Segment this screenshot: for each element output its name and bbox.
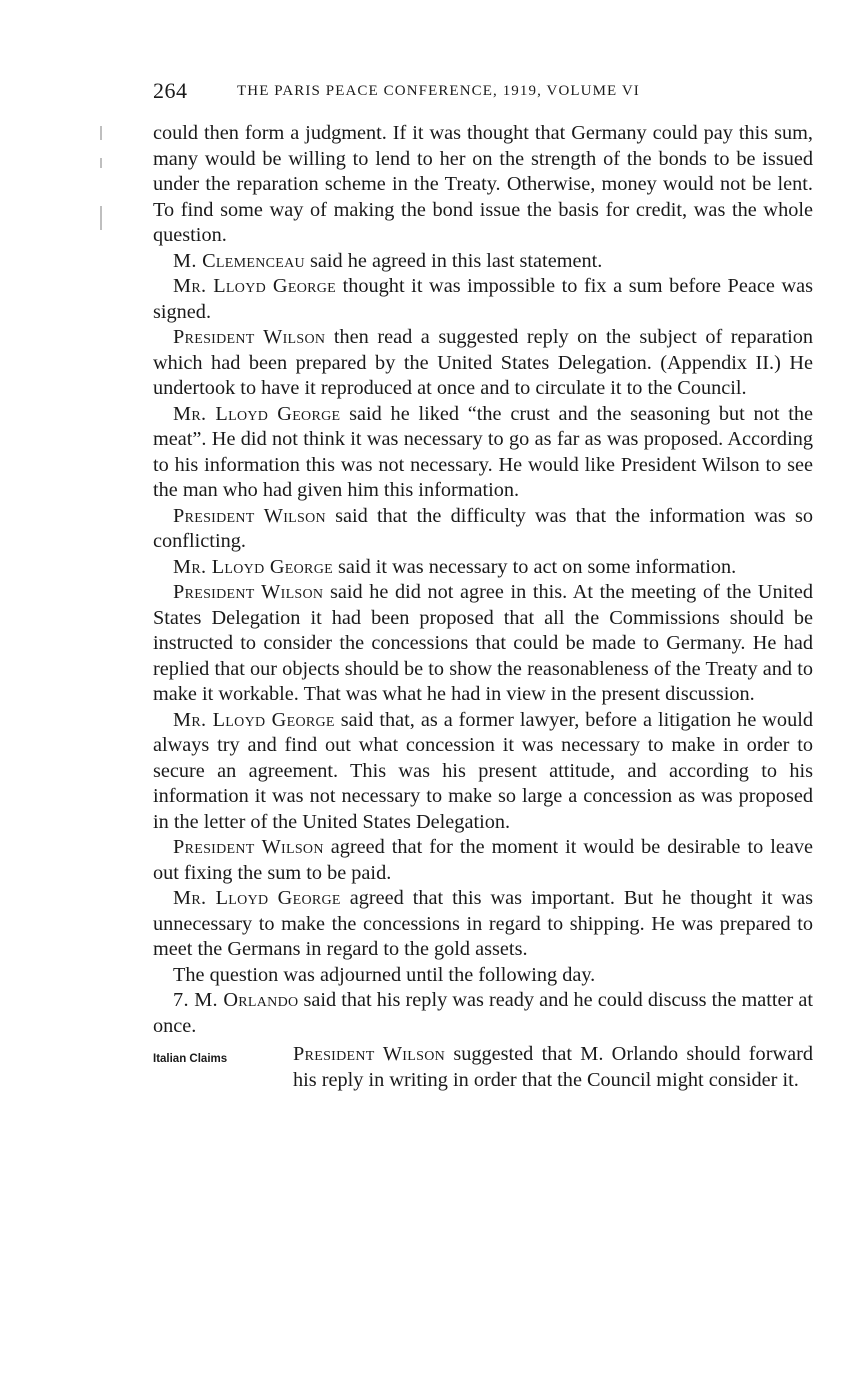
paragraph-text: said he liked “the crust and the seasoning but not the meat”. He did not think it was necessary to go as far as was proposed. According to his information this was not necessary. He would like President Wilson to see the man who had given him this information. (153, 402, 813, 501)
running-head (153, 78, 813, 108)
side-heading: Italian Claims (153, 1053, 228, 1065)
paragraph-text: suggested that M. Orlando should forward his reply in writing in order that the Council might consider it. (293, 1043, 813, 1091)
paragraph (153, 988, 813, 1039)
paragraph-text: agreed that for the moment it would be desirable to leave out fixing the sum to be paid. (153, 836, 813, 884)
paragraph (153, 963, 813, 989)
speaker-name: President Wilson (173, 836, 324, 858)
running-title: THE PARIS PEACE CONFERENCE, 1919, VOLUME VI (237, 83, 640, 99)
paragraph-text: then read a suggested reply on the subject of reparation which had been prepared by the United States Delegation. (Appendix II.) He undertook to have it reproduced at once and to circulate it to the Council. (153, 326, 813, 399)
paragraph-with-side-heading (153, 1042, 813, 1093)
speaker-name: M. Clemenceau (173, 249, 305, 272)
paragraph-text: said it was necessary to act on some information. (332, 555, 737, 578)
speaker-name: President Wilson (173, 326, 326, 348)
paragraph-text: said that, as a former lawyer, before a litigation he would always try and find out what concession it was necessary to make in order to secure an agreement. This was his present attitude, and according to his information it was not necessary to make so large a concession as was proposed in the letter of the United States Delegation. (153, 708, 813, 833)
paragraph-text: said he did not agree in this. At the meeting of the United States Delegation it had been proposed that all the Commissions should be instructed to consider the concessions that could be made to Germany. He had replied that our objects should be to show the reasonableness of the Treaty and to make it workable. That was what he had in view in the present discussion. (153, 581, 813, 705)
paragraph (153, 249, 813, 275)
paragraph (153, 580, 813, 708)
paragraph-text: agreed that this was important. But he thought it was unnecessary to make the concessions in regard to shipping. He was prepared to meet the Germans in regard to the gold assets. (153, 887, 813, 960)
paragraph (153, 708, 813, 836)
scan-artifact (100, 206, 102, 230)
speaker-name: Mr. Lloyd George (173, 402, 341, 425)
paragraph (153, 504, 813, 555)
paragraph-text: said that his reply was ready and he could discuss the matter at once. (153, 989, 813, 1037)
speaker-name: President Wilson (173, 504, 326, 527)
speaker-name: President Wilson (173, 581, 324, 603)
paragraph (153, 274, 813, 325)
speaker-name: Mr. Lloyd George (173, 708, 335, 731)
paragraph (153, 121, 813, 249)
speaker-name: Mr. Lloyd George (173, 275, 337, 297)
paragraph (153, 402, 813, 504)
speaker-name: 7. M. Orlando (173, 989, 299, 1011)
paragraph-text: could then form a judgment. If it was thought that Germany could pay this sum, many would be willing to lend to her on the strength of the bonds to be issued under the reparation scheme in the Treaty. Otherwise, money would not be lent. To find some way of making the bond issue the basis for credit, was the whole question. (153, 122, 813, 246)
scan-artifact (100, 126, 102, 140)
page-number: 264 (153, 78, 188, 103)
speaker-name: President Wilson (293, 1043, 446, 1065)
paragraph (153, 555, 813, 581)
paragraph-text: thought it was impossible to fix a sum before Peace was signed. (153, 275, 813, 323)
paragraph (153, 886, 813, 963)
speaker-name: Mr. Lloyd George (173, 555, 333, 578)
paragraph-text: said that the difficulty was that the information was so conflicting. (153, 504, 813, 552)
paragraph (153, 835, 813, 886)
paragraph-text: said he agreed in this last statement. (304, 249, 603, 272)
body-text (153, 121, 813, 1099)
speaker-name: Mr. Lloyd George (173, 887, 341, 909)
paragraph (153, 325, 813, 402)
paragraph-text: The question was adjourned until the following day. (173, 963, 596, 986)
scan-artifact (100, 158, 102, 168)
